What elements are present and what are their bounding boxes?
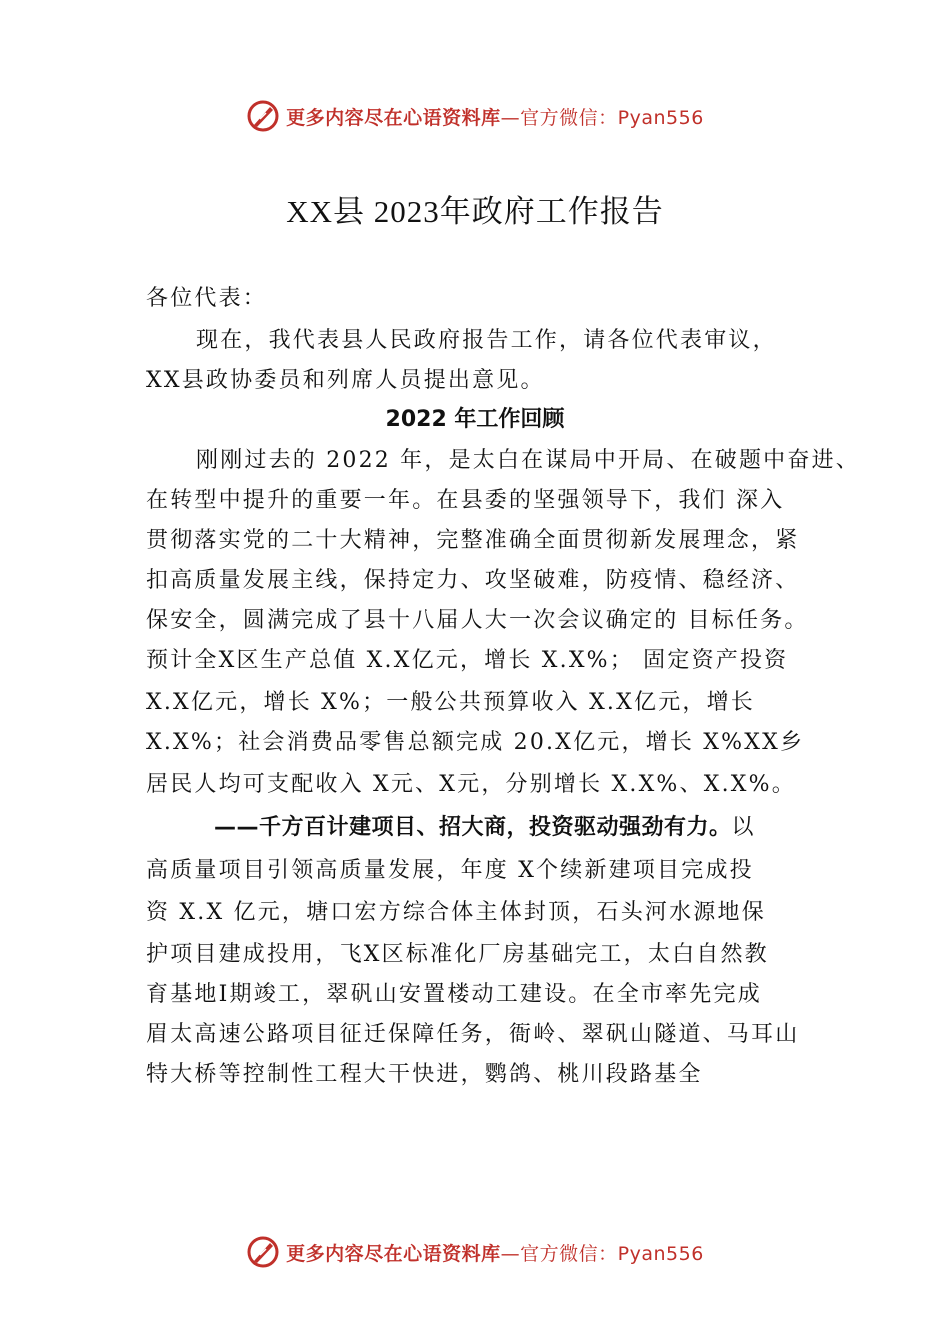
review-line: X.X亿元，增长 X%；一般公共预算收入 X.X亿元，增长	[146, 690, 755, 715]
investment-lead-line	[214, 813, 756, 843]
footer-banner	[0, 1232, 950, 1272]
review-line: 预计全X区生产总值 X.X亿元，增长 X.X%； 固定资产投资	[146, 648, 789, 673]
investment-line: 眉太高速公路项目征迁保障任务，衙岭、翠矾山隧道、马耳山	[146, 1022, 800, 1047]
header-banner	[0, 96, 950, 136]
section-heading: 2022 年工作回顾	[385, 407, 565, 432]
banner-brand: 更多内容尽在心语资料库	[286, 1242, 501, 1265]
review-line: 居民人均可支配收入 X元、X元，分别增长 X.X%、X.X%。	[146, 772, 796, 797]
quill-logo-icon	[246, 1235, 280, 1269]
review-line: 在转型中提升的重要一年。在县委的坚强领导下，我们 深入	[146, 488, 785, 513]
investment-lead-tail: 以	[731, 815, 756, 840]
banner-contact: —官方微信：Pyan556	[500, 106, 704, 129]
investment-line: 护项目建成投用，飞X区标准化厂房基础完工，太白自然教	[146, 942, 769, 967]
investment-line: 特大桥等控制性工程大干快进，鹦鸽、桃川段路基全	[146, 1062, 703, 1087]
review-line: 扣高质量发展主线，保持定力、攻坚破难，防疫情、稳经济、	[146, 568, 800, 593]
intro-line: 现在，我代表县人民政府报告工作，请各位代表审议，	[196, 328, 777, 353]
review-line: 保安全，圆满完成了县十八届人大一次会议确定的 目标任务。	[146, 608, 809, 633]
investment-line: 高质量项目引领高质量发展，年度 X个续新建项目完成投	[146, 858, 754, 883]
review-line: X.X%；社会消费品零售总额完成 20.X亿元，增长 X%XX乡	[146, 730, 805, 755]
investment-line: 资 X.X 亿元，塘口宏方综合体主体封顶，石头河水源地保	[146, 900, 766, 925]
salutation: 各位代表：	[146, 286, 268, 311]
review-line: 刚刚过去的 2022 年，是太白在谋局中开局、在破题中奋进、	[196, 448, 860, 473]
investment-lead: ——千方百计建项目、招大商，投资驱动强劲有力。	[214, 815, 732, 840]
banner-contact: —官方微信：Pyan556	[500, 1242, 704, 1265]
quill-logo-icon	[246, 99, 280, 133]
investment-line: 育基地Ⅰ期竣工，翠矾山安置楼动工建设。在全市率先完成	[146, 982, 762, 1007]
intro-line: XX县政协委员和列席人员提出意见。	[146, 368, 545, 393]
banner-brand: 更多内容尽在心语资料库	[286, 106, 501, 129]
document-title: XX县 2023年政府工作报告	[286, 194, 664, 229]
review-line: 贯彻落实党的二十大精神，完整准确全面贯彻新发展理念，紧	[146, 528, 800, 553]
